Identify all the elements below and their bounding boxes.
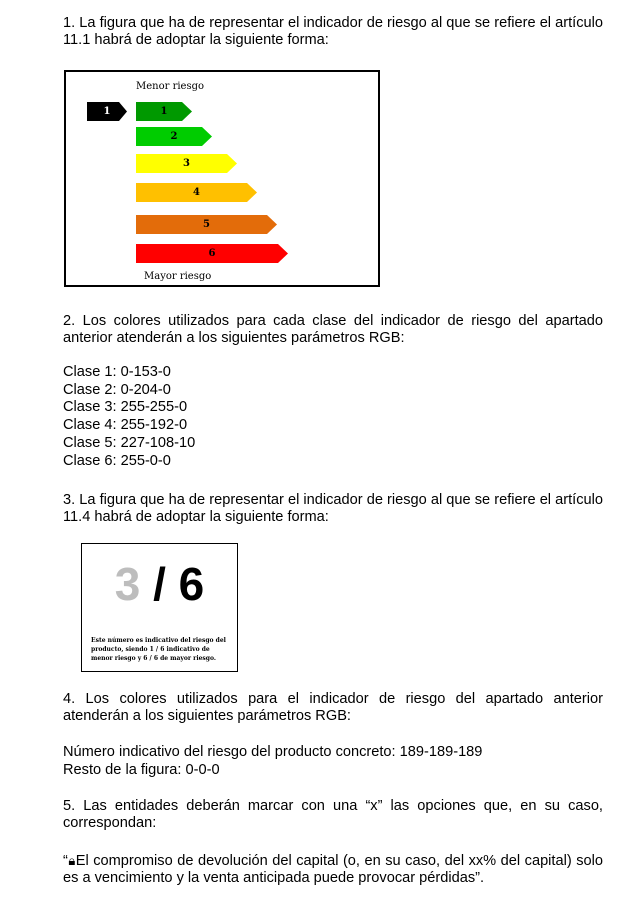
paragraph-4: 4. Los colores utilizados para el indicador de riesgo del apartado anterior atenderán a los siguientes parámetros RGB: xyxy=(63,691,603,724)
risk-indicator-figure-2 xyxy=(81,543,238,672)
lock-icon: 🔒︎ xyxy=(67,853,76,868)
rgb-class-5: Clase 5: 227-108-10 xyxy=(63,434,196,451)
paragraph-1: 1. La figura que ha de representar el indicador de riesgo al que se refiere el artículo 11.1 habrá de adoptar la siguiente forma: xyxy=(63,15,603,48)
risk-number: 3 xyxy=(114,558,141,610)
paragraph-6 xyxy=(63,852,603,887)
risk-indicator-figure-1 xyxy=(64,70,380,287)
rgb-figure-list xyxy=(63,744,482,779)
rgb-class-4: Clase 4: 255-192-0 xyxy=(63,417,188,434)
top-label: Menor riesgo xyxy=(136,81,205,92)
risk-class-4-label: 4 xyxy=(193,187,200,198)
rgb-class-1: Clase 1: 0-153-0 xyxy=(63,364,171,380)
paragraph-5: 5. Las entidades deberán marcar con una “x” las opciones que, en su caso, correspondan: xyxy=(63,798,603,831)
risk-class-2-label: 2 xyxy=(170,131,178,142)
paragraph-6-text: El compromiso de devolución del capital (o, en su caso, del xx% del capital) solo es a vencimiento y la venta anticipada puede provocar pérdidas”. xyxy=(63,853,603,886)
rgb-class-6: Clase 6: 255-0-0 xyxy=(63,452,171,469)
risk-class-3-arrow xyxy=(136,154,237,173)
open-quote: “ xyxy=(63,853,68,869)
bottom-label: Mayor riesgo xyxy=(144,271,212,282)
risk-class-5-arrow xyxy=(136,215,277,234)
rgb-class-list xyxy=(63,364,195,470)
paragraph-2: 2. Los colores utilizados para cada clase del indicador de riesgo del apartado anterior atenderán a los siguientes parámetros RGB: xyxy=(63,313,603,346)
risk-total: 6 xyxy=(178,558,205,610)
risk-class-2-arrow xyxy=(136,127,212,146)
risk-class-1-label: 1 xyxy=(160,106,168,117)
rgb-class-2: Clase 2: 0-204-0 xyxy=(63,381,171,398)
rgb-class-3: Clase 3: 255-255-0 xyxy=(63,399,188,416)
risk-separator: / xyxy=(153,558,166,610)
risk-class-5-label: 5 xyxy=(203,219,210,230)
risk-note: Este número es indicativo del riesgo del producto, siendo 1 / 6 indicativo de menor riesgo y 6 / 6 de mayor riesgo. xyxy=(91,637,226,662)
risk-class-1-arrow xyxy=(136,102,192,121)
marker-label: 1 xyxy=(103,106,111,117)
paragraph-3: 3. La figura que ha de representar el indicador de riesgo al que se refiere el artículo 11.4 habrá de adoptar la siguiente forma: xyxy=(63,492,603,525)
risk-class-4-arrow xyxy=(136,183,257,202)
rgb-number-line: Número indicativo del riesgo del producto concreto: 189-189-189 xyxy=(63,744,483,760)
rgb-rest-line: Resto de la figura: 0-0-0 xyxy=(63,761,220,778)
risk-class-6-label: 6 xyxy=(208,248,216,259)
current-class-marker xyxy=(87,102,127,121)
risk-class-3-label: 3 xyxy=(183,158,190,169)
risk-fraction xyxy=(82,558,237,610)
risk-class-6-arrow xyxy=(136,244,288,263)
